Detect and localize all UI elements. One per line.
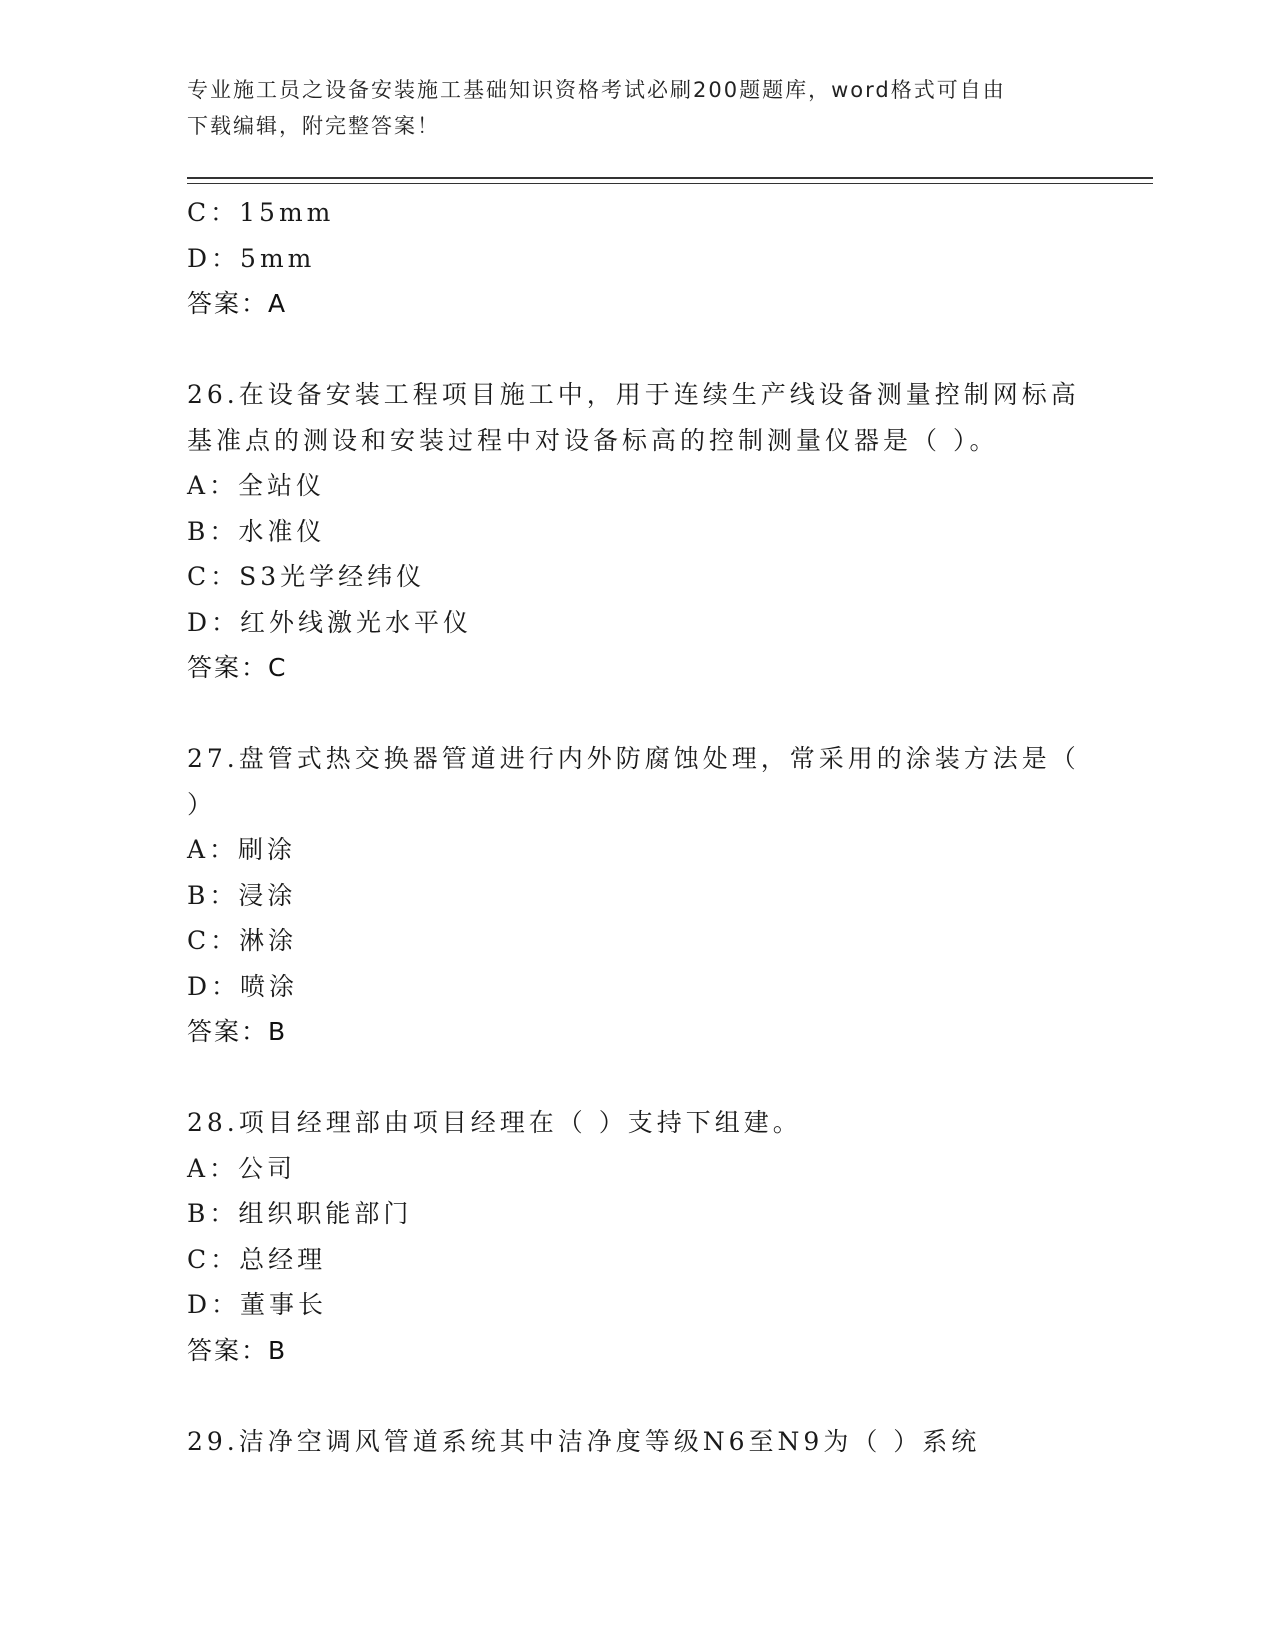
spacer — [187, 691, 1087, 737]
answer: 答案：B — [187, 1017, 288, 1046]
question-26 — [187, 372, 1087, 691]
question-stem: 29.洁净空调风管道系统其中洁净度等级N6至N9为（ ）系统 — [187, 1426, 981, 1456]
question-29 — [187, 1419, 1087, 1465]
prev-option-d: D：5mm — [187, 243, 316, 273]
header-divider-thick — [187, 177, 1153, 179]
prev-answer: 答案：A — [187, 289, 288, 318]
option-b: B：浸涂 — [187, 880, 297, 910]
question-28 — [187, 1100, 1087, 1373]
option-b: B：组织职能部门 — [187, 1199, 413, 1228]
document-header — [187, 72, 1067, 144]
question-stem: 28.项目经理部由项目经理在（ ）支持下组建。 — [187, 1108, 802, 1137]
spacer — [187, 1373, 1087, 1419]
option-a: A：刷涂 — [187, 835, 297, 864]
question-stem: 26.在设备安装工程项目施工中，用于连续生产线设备测量控制网标高 — [187, 380, 1080, 409]
question-27 — [187, 736, 1087, 1055]
option-b: B：水准仪 — [187, 516, 326, 546]
option-d: D：喷涂 — [187, 971, 299, 1001]
question-stem-continued: ） — [187, 789, 217, 819]
header-line-1: 专业施工员之设备安装施工基础知识资格考试必刷200题题库，word格式可自由 — [187, 78, 1006, 102]
option-a: A：公司 — [187, 1153, 297, 1183]
option-a: A：全站仪 — [187, 471, 326, 500]
question-stem: 27.盘管式热交换器管道进行内外防腐蚀处理，常采用的涂装方法是（ — [187, 744, 1080, 773]
option-d: D：红外线激光水平仪 — [187, 607, 473, 637]
answer: 答案：C — [187, 653, 288, 682]
option-c: C：淋涂 — [187, 926, 298, 955]
question-stem-continued: 基准点的测设和安装过程中对设备标高的控制测量仪器是（ ）。 — [187, 425, 999, 455]
option-d: D：董事长 — [187, 1290, 328, 1319]
spacer — [187, 327, 1087, 373]
spacer — [187, 1055, 1087, 1101]
option-c: C：总经理 — [187, 1244, 327, 1274]
header-divider-thin — [187, 183, 1153, 184]
option-c: C：S3光学经纬仪 — [187, 562, 426, 591]
question-list — [187, 190, 1087, 1464]
answer: 答案：B — [187, 1335, 288, 1365]
header-line-2: 下载编辑，附完整答案！ — [187, 114, 440, 138]
prev-option-c: C：15mm — [187, 198, 335, 227]
